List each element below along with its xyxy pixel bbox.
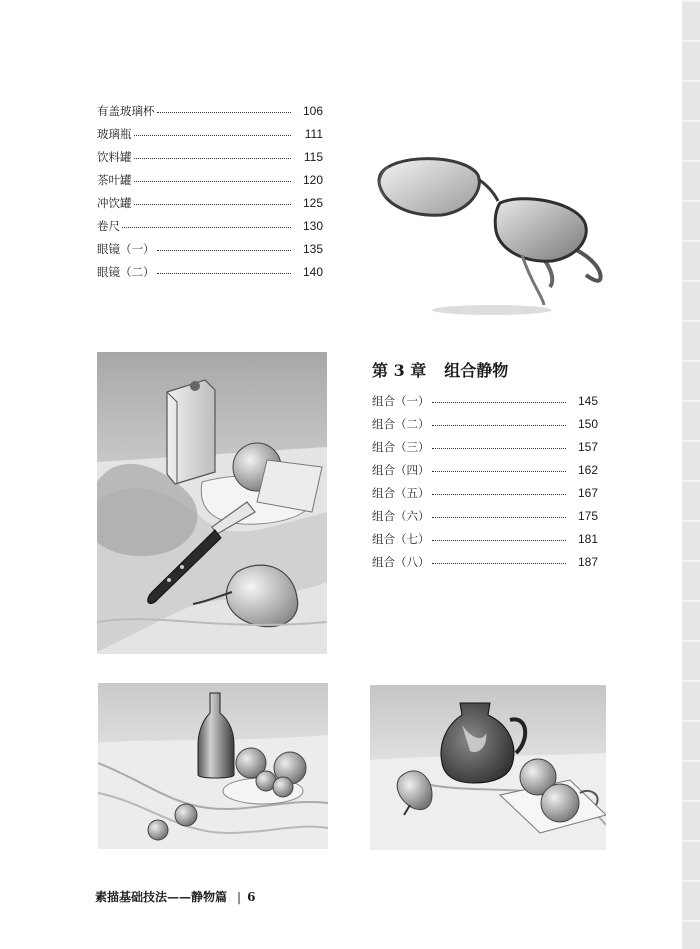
toc-list-top bbox=[97, 99, 323, 283]
still-life-carton-knife-pear-sketch bbox=[97, 352, 327, 654]
toc-leader-dots bbox=[432, 563, 567, 564]
toc-entry[interactable] bbox=[97, 168, 323, 191]
toc-entry-page: 106 bbox=[302, 103, 323, 118]
toc-leader-dots bbox=[134, 158, 292, 159]
still-life-bottle-fruit-sketch bbox=[98, 683, 328, 849]
toc-entry-label: 茶叶罐 bbox=[97, 172, 132, 187]
chapter-heading[interactable] bbox=[372, 358, 508, 381]
toc-entry-label: 有盖玻璃杯 bbox=[97, 103, 155, 118]
toc-entry-label: 饮料罐 bbox=[97, 149, 132, 164]
toc-leader-dots bbox=[157, 273, 292, 274]
toc-leader-dots bbox=[432, 448, 567, 449]
toc-entry[interactable] bbox=[97, 214, 323, 237]
toc-leader-dots bbox=[134, 135, 292, 136]
toc-entry-page: 181 bbox=[577, 531, 598, 546]
toc-entry[interactable] bbox=[97, 260, 323, 283]
footer-book-title: 素描基础技法——静物篇 bbox=[95, 890, 228, 904]
toc-entry[interactable] bbox=[372, 435, 598, 458]
toc-entry-page: 130 bbox=[302, 218, 323, 233]
toc-entry-page: 111 bbox=[304, 126, 323, 141]
toc-entry-label: 组合（三） bbox=[372, 439, 430, 454]
toc-entry-label: 卷尺 bbox=[97, 218, 120, 233]
toc-entry-page: 115 bbox=[303, 149, 323, 164]
toc-entry-page: 150 bbox=[577, 416, 598, 431]
toc-leader-dots bbox=[134, 204, 292, 205]
toc-entry-label: 组合（四） bbox=[372, 462, 430, 477]
toc-entry-page: 140 bbox=[302, 264, 323, 279]
toc-entry-label: 组合（二） bbox=[372, 416, 430, 431]
toc-entry[interactable] bbox=[97, 122, 323, 145]
toc-entry[interactable] bbox=[97, 99, 323, 122]
toc-entry-page: 175 bbox=[577, 508, 598, 523]
toc-entry[interactable] bbox=[97, 237, 323, 260]
toc-entry-page: 135 bbox=[302, 241, 323, 256]
footer-page-number: 6 bbox=[247, 890, 256, 904]
toc-entry-label: 冲饮罐 bbox=[97, 195, 132, 210]
toc-leader-dots bbox=[432, 471, 567, 472]
toc-entry[interactable] bbox=[372, 481, 598, 504]
toc-entry-page: 125 bbox=[302, 195, 323, 210]
toc-entry-label: 组合（六） bbox=[372, 508, 430, 523]
toc-leader-dots bbox=[432, 402, 567, 403]
toc-leader-dots bbox=[122, 227, 291, 228]
still-life-jug-pears-sketch bbox=[370, 685, 606, 850]
toc-entry-page: 157 bbox=[577, 439, 598, 454]
toc-entry-page: 145 bbox=[577, 393, 598, 408]
toc-entry-page: 187 bbox=[577, 554, 598, 569]
toc-entry-label: 眼镜（一） bbox=[97, 241, 155, 256]
chapter-number: 第 3 章 bbox=[372, 361, 427, 380]
toc-entry-page: 167 bbox=[577, 485, 598, 500]
toc-entry-page: 162 bbox=[577, 462, 598, 477]
toc-entry-label: 组合（五） bbox=[372, 485, 430, 500]
toc-leader-dots bbox=[432, 494, 567, 495]
toc-entry[interactable] bbox=[372, 527, 598, 550]
toc-entry[interactable] bbox=[372, 550, 598, 573]
page-edge-strip bbox=[682, 0, 700, 949]
toc-entry[interactable] bbox=[97, 145, 323, 168]
page-footer bbox=[95, 888, 255, 905]
toc-entry-label: 组合（八） bbox=[372, 554, 430, 569]
toc-entry[interactable] bbox=[372, 504, 598, 527]
toc-leader-dots bbox=[134, 181, 292, 182]
toc-entry[interactable] bbox=[372, 412, 598, 435]
toc-entry-page: 120 bbox=[302, 172, 323, 187]
toc-list-chapter bbox=[372, 389, 598, 573]
footer-separator: | bbox=[237, 890, 242, 904]
toc-entry[interactable] bbox=[97, 191, 323, 214]
eyeglasses-sketch bbox=[372, 145, 607, 320]
toc-leader-dots bbox=[432, 540, 567, 541]
toc-entry-label: 组合（七） bbox=[372, 531, 430, 546]
toc-entry[interactable] bbox=[372, 389, 598, 412]
chapter-title: 组合静物 bbox=[444, 361, 509, 380]
toc-entry-label: 玻璃瓶 bbox=[97, 126, 132, 141]
toc-entry-label: 眼镜（二） bbox=[97, 264, 155, 279]
toc-entry-label: 组合（一） bbox=[372, 393, 430, 408]
toc-leader-dots bbox=[432, 425, 567, 426]
toc-leader-dots bbox=[157, 250, 292, 251]
toc-entry[interactable] bbox=[372, 458, 598, 481]
toc-leader-dots bbox=[432, 517, 567, 518]
toc-leader-dots bbox=[157, 112, 292, 113]
